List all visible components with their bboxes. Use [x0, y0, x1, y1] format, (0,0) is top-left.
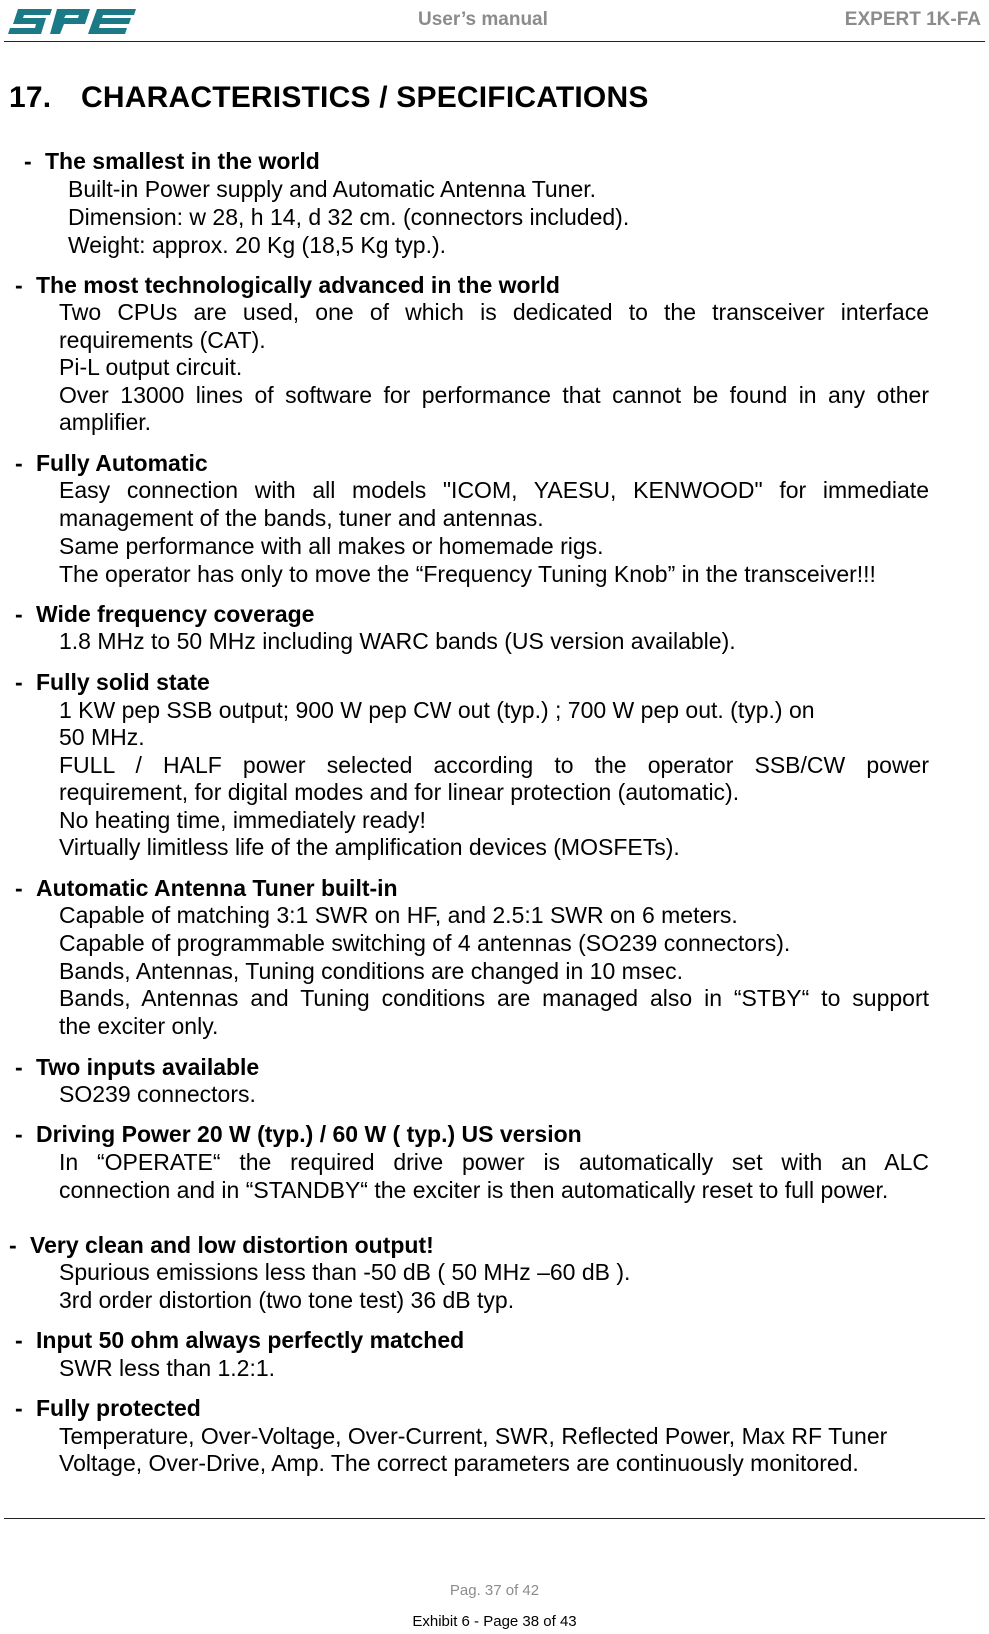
section-heading-text: Wide frequency coverage — [36, 601, 315, 627]
spec-line: Over 13000 lines of software for performance that cannot be found in any other — [59, 382, 929, 408]
section-title: CHARACTERISTICS / SPECIFICATIONS — [81, 81, 649, 114]
section-heading — [15, 1326, 464, 1354]
spec-line: In “OPERATE“ the required drive power is automatically set with an ALC — [59, 1149, 929, 1175]
spec-line: Spurious emissions less than -50 dB ( 50 MHz –60 dB ). — [59, 1259, 631, 1285]
exhibit-label: Exhibit 6 - Page 38 of 43 — [412, 1613, 577, 1630]
bullet-dash: - — [15, 1395, 23, 1421]
spec-line: Bands, Antennas and Tuning conditions are managed also in “STBY“ to support — [59, 985, 929, 1011]
spec-line: requirement, for digital modes and for linear protection (automatic). — [59, 779, 740, 805]
spec-line: Easy connection with all models "ICOM, YAESU, KENWOOD" for immediate — [59, 477, 929, 503]
section-heading — [24, 147, 320, 175]
section-heading — [15, 1120, 582, 1148]
section-heading-text: The smallest in the world — [45, 148, 320, 174]
header-product: EXPERT 1K-FA — [844, 9, 981, 30]
section-heading — [9, 1231, 434, 1259]
spec-line: Virtually limitless life of the amplification devices (MOSFETs). — [59, 834, 680, 860]
section-heading — [15, 1394, 201, 1422]
bullet-dash: - — [15, 272, 23, 298]
spec-line: management of the bands, tuner and antennas. — [59, 505, 544, 531]
bullet-dash: - — [15, 601, 23, 627]
page-number: Pag. 37 of 42 — [449, 1582, 540, 1599]
spec-line: requirements (CAT). — [59, 327, 266, 353]
bullet-dash: - — [15, 1327, 23, 1353]
section-heading-text: Fully solid state — [36, 669, 210, 695]
bullet-dash: - — [15, 1121, 23, 1147]
spec-line: Voltage, Over-Drive, Amp. The correct parameters are continuously monitored. — [59, 1450, 859, 1476]
spec-line: Weight: approx. 20 Kg (18,5 Kg typ.). — [68, 232, 447, 258]
bullet-dash: - — [15, 1054, 23, 1080]
spec-line: Same performance with all makes or homemade rigs. — [59, 533, 604, 559]
spec-line: 3rd order distortion (two tone test) 36 dB typ. — [59, 1287, 515, 1313]
bullet-dash: - — [9, 1232, 17, 1258]
bullet-dash: - — [15, 669, 23, 695]
spec-line: 1 KW pep SSB output; 900 W pep CW out (typ.) ; 700 W pep out. (typ.) on — [59, 697, 815, 723]
spec-line: Capable of programmable switching of 4 antennas (SO239 connectors). — [59, 930, 791, 956]
spec-line: SO239 connectors. — [59, 1081, 256, 1107]
spe-logo — [8, 3, 140, 40]
section-heading — [15, 449, 208, 477]
section-heading-text: Fully Automatic — [36, 450, 208, 476]
section-heading-text: Automatic Antenna Tuner built-in — [36, 875, 398, 901]
spec-line: 1.8 MHz to 50 MHz including WARC bands (US version available). — [59, 628, 736, 654]
spec-line: Pi-L output circuit. — [59, 354, 243, 380]
spec-line: amplifier. — [59, 409, 152, 435]
spec-line: Capable of matching 3:1 SWR on HF, and 2.5:1 SWR on 6 meters. — [59, 902, 738, 928]
section-heading-text: The most technologically advanced in the world — [36, 272, 560, 298]
header-divider — [4, 41, 985, 42]
spec-line: the exciter only. — [59, 1013, 219, 1039]
spec-line: Dimension: w 28, h 14, d 32 cm. (connectors included). — [68, 204, 630, 230]
spec-line: SWR less than 1.2:1. — [59, 1355, 276, 1381]
section-heading-text: Fully protected — [36, 1395, 201, 1421]
section-heading-text: Two inputs available — [36, 1054, 260, 1080]
section-heading — [15, 874, 398, 902]
spec-line: Two CPUs are used, one of which is dedicated to the transceiver interface — [59, 299, 929, 325]
section-heading-text: Very clean and low distortion output! — [30, 1232, 434, 1258]
spec-line: No heating time, immediately ready! — [59, 807, 426, 833]
spec-line: Built-in Power supply and Automatic Antenna Tuner. — [68, 176, 597, 202]
header-title: User’s manual — [418, 9, 548, 30]
section-heading-text: Driving Power 20 W (typ.) / 60 W ( typ.) US version — [36, 1121, 582, 1147]
section-number: 17. — [9, 81, 52, 114]
section-heading — [15, 600, 314, 628]
section-heading — [15, 1053, 259, 1081]
bullet-dash: - — [15, 875, 23, 901]
spec-line: The operator has only to move the “Frequency Tuning Knob” in the transceiver!!! — [59, 561, 876, 587]
spec-line: connection and in “STANDBY“ the exciter is then automatically reset to full power. — [59, 1177, 889, 1203]
footer-divider — [4, 1518, 985, 1519]
section-heading — [15, 668, 210, 696]
spec-line: 50 MHz. — [59, 724, 145, 750]
spec-line: Temperature, Over-Voltage, Over-Current, SWR, Reflected Power, Max RF Tuner — [59, 1423, 888, 1449]
spec-line: FULL / HALF power selected according to the operator SSB/CW power — [59, 752, 929, 778]
section-heading-text: Input 50 ohm always perfectly matched — [36, 1327, 465, 1353]
spec-line: Bands, Antennas, Tuning conditions are changed in 10 msec. — [59, 958, 683, 984]
bullet-dash: - — [15, 450, 23, 476]
section-heading — [15, 271, 560, 299]
page-title — [9, 81, 649, 115]
bullet-dash: - — [24, 148, 32, 174]
